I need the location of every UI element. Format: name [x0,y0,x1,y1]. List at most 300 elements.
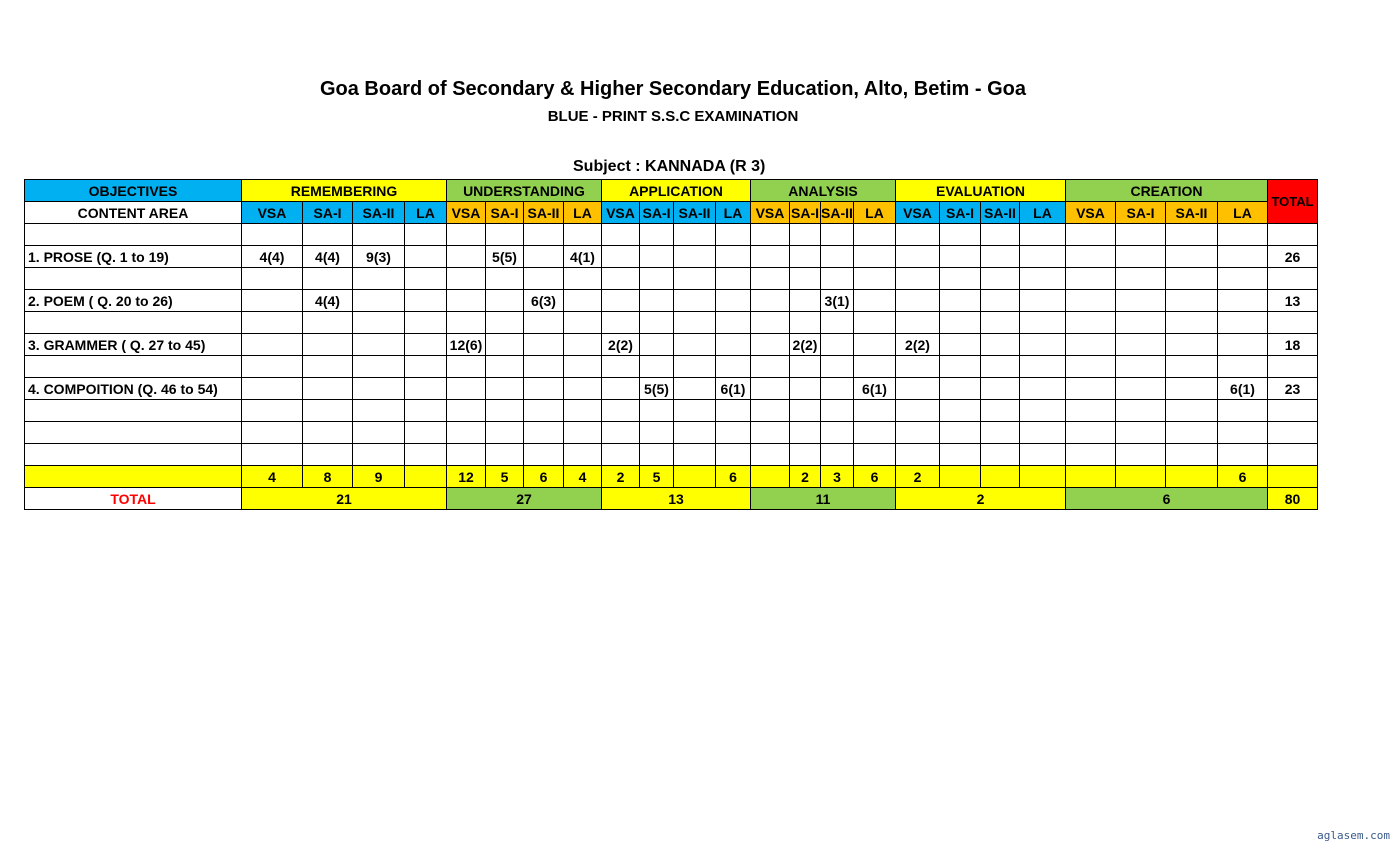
marks-cell [486,334,524,356]
marks-cell [405,444,447,466]
marks-cell [716,290,751,312]
marks-cell [1116,246,1166,268]
sum-cell: 4 [564,466,602,488]
marks-cell [981,378,1020,400]
marks-cell [751,290,790,312]
marks-cell [981,422,1020,444]
marks-cell [716,224,751,246]
marks-cell [447,400,486,422]
marks-cell [1166,334,1218,356]
marks-cell [1066,246,1116,268]
marks-cell [524,224,564,246]
subheader-sa-i: SA-I [790,202,821,224]
sum-cell: 4 [242,466,303,488]
marks-cell [821,378,854,400]
table-row [25,290,1318,312]
content-area-label: CONTENT AREA [25,202,242,224]
marks-cell [405,290,447,312]
row-total-cell [1268,356,1318,378]
content-area-cell: 4. COMPOITION (Q. 46 to 54) [25,378,242,400]
sum-cell: 2 [602,466,640,488]
marks-cell [854,356,896,378]
marks-cell [405,334,447,356]
sum-cell: 8 [303,466,353,488]
marks-cell [524,268,564,290]
marks-cell [353,356,405,378]
marks-cell [486,356,524,378]
subheader-sa-i: SA-I [940,202,981,224]
exam-title: BLUE - PRINT S.S.C EXAMINATION [547,108,799,125]
marks-cell [486,290,524,312]
marks-cell [524,378,564,400]
marks-cell [1218,290,1268,312]
marks-cell [524,356,564,378]
marks-cell [242,400,303,422]
marks-cell [1166,356,1218,378]
subheader-la: LA [854,202,896,224]
marks-cell: 6(1) [1218,378,1268,400]
objective-evaluation: EVALUATION [896,180,1066,202]
marks-cell [1066,356,1116,378]
marks-cell [896,378,940,400]
marks-cell [940,378,981,400]
sum-cell: 3 [821,466,854,488]
marks-cell [1066,312,1116,334]
marks-cell [1116,444,1166,466]
table-row [25,356,1318,378]
marks-cell [242,312,303,334]
marks-cell [751,334,790,356]
marks-cell [602,290,640,312]
marks-cell [447,246,486,268]
marks-cell [447,268,486,290]
content-area-cell [25,444,242,466]
marks-cell [981,444,1020,466]
marks-cell [353,422,405,444]
marks-cell [303,400,353,422]
marks-cell [940,356,981,378]
content-area-cell: 1. PROSE (Q. 1 to 19) [25,246,242,268]
table-row [25,422,1318,444]
marks-cell [1116,400,1166,422]
marks-cell [1020,290,1066,312]
marks-cell [854,246,896,268]
marks-cell [896,422,940,444]
marks-cell [447,290,486,312]
marks-cell [751,378,790,400]
objectives-header-row [25,180,1318,202]
objective-total-cell: 11 [751,488,896,510]
marks-cell [640,312,674,334]
table-row [25,378,1318,400]
marks-cell [524,422,564,444]
marks-cell [940,246,981,268]
marks-cell [242,444,303,466]
marks-cell [1166,290,1218,312]
row-total-cell: 23 [1268,378,1318,400]
marks-cell [674,422,716,444]
marks-cell [303,334,353,356]
blueprint-table [24,179,1318,510]
sum-cell: 2 [790,466,821,488]
marks-cell [1116,422,1166,444]
marks-cell [447,444,486,466]
marks-cell: 4(4) [303,246,353,268]
marks-cell [981,356,1020,378]
sum-cell [674,466,716,488]
marks-cell [1166,246,1218,268]
row-total-cell [1268,312,1318,334]
sum-total-cell [1268,466,1318,488]
grand-total-cell: 80 [1268,488,1318,510]
marks-cell [486,400,524,422]
marks-cell [716,400,751,422]
marks-cell [303,422,353,444]
objective-analysis: ANALYSIS [751,180,896,202]
marks-cell [821,334,854,356]
marks-cell [1218,268,1268,290]
marks-cell [564,422,602,444]
total-column-header: TOTAL [1268,180,1318,224]
subheader-la: LA [1218,202,1268,224]
marks-cell [447,378,486,400]
marks-cell [447,224,486,246]
marks-cell: 6(1) [854,378,896,400]
watermark-footer: aglasem.com [1317,829,1390,842]
row-total-cell [1268,268,1318,290]
marks-cell [353,400,405,422]
subheader-sa-ii: SA-II [981,202,1020,224]
marks-cell [790,422,821,444]
marks-cell [1066,422,1116,444]
objective-creation: CREATION [1066,180,1268,202]
marks-cell [716,444,751,466]
objective-total-cell: 27 [447,488,602,510]
marks-cell [896,400,940,422]
objective-total-cell: 2 [896,488,1066,510]
marks-cell [640,290,674,312]
marks-cell [1218,400,1268,422]
marks-cell [981,268,1020,290]
content-area-cell: 2. POEM ( Q. 20 to 26) [25,290,242,312]
sum-cell: 6 [716,466,751,488]
subheader-sa-i: SA-I [1116,202,1166,224]
marks-cell [353,290,405,312]
marks-cell [303,356,353,378]
marks-cell [303,312,353,334]
marks-cell [674,246,716,268]
marks-cell [353,444,405,466]
marks-cell [896,246,940,268]
marks-cell [602,312,640,334]
marks-cell [751,356,790,378]
marks-cell [564,378,602,400]
marks-cell [353,224,405,246]
objective-understanding: UNDERSTANDING [447,180,602,202]
table-row [25,444,1318,466]
content-area-cell [25,268,242,290]
marks-cell [602,246,640,268]
marks-cell [564,224,602,246]
marks-cell [716,334,751,356]
marks-cell [1218,312,1268,334]
subheader-vsa: VSA [1066,202,1116,224]
marks-cell [640,334,674,356]
marks-cell [981,334,1020,356]
marks-cell [751,400,790,422]
marks-cell [674,400,716,422]
marks-cell [640,246,674,268]
subheader-vsa: VSA [751,202,790,224]
marks-cell [751,268,790,290]
marks-cell [716,356,751,378]
marks-cell [854,444,896,466]
marks-cell [1020,312,1066,334]
marks-cell [405,246,447,268]
sum-cell: 5 [640,466,674,488]
marks-cell [854,312,896,334]
marks-cell [353,334,405,356]
marks-cell [242,290,303,312]
sum-cell: 12 [447,466,486,488]
marks-cell [486,422,524,444]
marks-cell [524,444,564,466]
sum-cell: 6 [1218,466,1268,488]
marks-cell [790,246,821,268]
marks-cell: 5(5) [640,378,674,400]
marks-cell [602,444,640,466]
marks-cell [1166,444,1218,466]
marks-cell [821,268,854,290]
marks-cell [1066,378,1116,400]
marks-cell [981,290,1020,312]
marks-cell [1218,246,1268,268]
content-area-cell [25,312,242,334]
content-area-cell [25,224,242,246]
marks-cell [1020,400,1066,422]
marks-cell [1116,334,1166,356]
sum-cell [940,466,981,488]
marks-cell [674,290,716,312]
marks-cell [1116,268,1166,290]
objective-total-cell: 13 [602,488,751,510]
marks-cell [640,422,674,444]
grand-total-row [25,488,1318,510]
marks-cell [242,422,303,444]
content-area-cell: 3. GRAMMER ( Q. 27 to 45) [25,334,242,356]
marks-cell [303,268,353,290]
marks-cell [981,246,1020,268]
marks-cell [1116,312,1166,334]
marks-cell [790,444,821,466]
marks-cell [1020,224,1066,246]
subheader-sa-ii: SA-II [821,202,854,224]
marks-cell [1166,312,1218,334]
marks-cell [1020,334,1066,356]
marks-cell [1218,334,1268,356]
marks-cell [1020,268,1066,290]
content-area-cell [25,400,242,422]
marks-cell [940,312,981,334]
marks-cell: 5(5) [486,246,524,268]
sum-cell: 9 [353,466,405,488]
marks-cell [405,378,447,400]
row-total-cell: 18 [1268,334,1318,356]
sum-cell [981,466,1020,488]
marks-cell [940,400,981,422]
table-row [25,400,1318,422]
marks-cell [940,444,981,466]
row-total-cell [1268,224,1318,246]
marks-cell [303,224,353,246]
marks-cell [602,268,640,290]
marks-cell [1166,268,1218,290]
marks-cell [1218,444,1268,466]
marks-cell [854,334,896,356]
marks-cell [447,356,486,378]
marks-cell: 2(2) [602,334,640,356]
marks-cell [716,246,751,268]
subheader-la: LA [405,202,447,224]
marks-cell [564,444,602,466]
marks-cell: 4(4) [303,290,353,312]
sum-cell [405,466,447,488]
marks-cell [940,268,981,290]
marks-cell [940,224,981,246]
subheader-row [25,202,1318,224]
marks-cell [821,356,854,378]
marks-cell [821,246,854,268]
content-area-cell [25,422,242,444]
subheader-vsa: VSA [447,202,486,224]
marks-cell [353,378,405,400]
marks-cell [303,378,353,400]
marks-cell [447,422,486,444]
objective-total-cell: 21 [242,488,447,510]
marks-cell [1020,356,1066,378]
marks-cell [242,334,303,356]
marks-cell [854,422,896,444]
marks-cell [751,224,790,246]
marks-cell [981,224,1020,246]
marks-cell [1066,268,1116,290]
marks-cell [674,268,716,290]
marks-cell [602,400,640,422]
marks-cell [1020,422,1066,444]
marks-cell [1066,400,1116,422]
total-row-label: TOTAL [25,488,242,510]
marks-cell [1166,422,1218,444]
marks-cell [486,268,524,290]
sum-row-label [25,466,242,488]
marks-cell [716,312,751,334]
marks-cell [524,400,564,422]
subheader-vsa: VSA [896,202,940,224]
marks-cell [821,224,854,246]
marks-cell [405,400,447,422]
marks-cell [1166,400,1218,422]
marks-cell [1020,378,1066,400]
marks-cell [602,356,640,378]
marks-cell [821,444,854,466]
marks-cell [940,334,981,356]
marks-cell: 2(2) [896,334,940,356]
marks-cell [242,224,303,246]
marks-cell [854,268,896,290]
marks-cell [353,312,405,334]
marks-cell: 12(6) [447,334,486,356]
subheader-sa-ii: SA-II [1166,202,1218,224]
subheader-la: LA [716,202,751,224]
subheader-vsa: VSA [242,202,303,224]
marks-cell [486,378,524,400]
marks-cell [640,356,674,378]
marks-cell [790,312,821,334]
marks-cell [790,378,821,400]
row-total-cell: 26 [1268,246,1318,268]
marks-cell [405,422,447,444]
marks-cell: 2(2) [790,334,821,356]
marks-cell [896,268,940,290]
marks-cell [821,400,854,422]
marks-cell [447,312,486,334]
marks-cell [751,422,790,444]
marks-cell [405,312,447,334]
marks-cell [896,444,940,466]
marks-cell [1166,224,1218,246]
objective-total-cell: 6 [1066,488,1268,510]
table-row [25,334,1318,356]
subheader-vsa: VSA [602,202,640,224]
subheader-sa-ii: SA-II [524,202,564,224]
sum-cell: 6 [524,466,564,488]
marks-cell [242,356,303,378]
marks-cell [486,224,524,246]
marks-cell [790,356,821,378]
sum-cell [1020,466,1066,488]
marks-cell [790,400,821,422]
marks-cell [486,312,524,334]
sum-cell: 5 [486,466,524,488]
marks-cell [564,290,602,312]
marks-cell [674,334,716,356]
marks-cell [640,268,674,290]
marks-cell [303,444,353,466]
marks-cell: 6(1) [716,378,751,400]
row-total-cell [1268,422,1318,444]
marks-cell [1218,224,1268,246]
marks-cell: 4(4) [242,246,303,268]
marks-cell [602,224,640,246]
marks-cell [1116,290,1166,312]
marks-cell [751,246,790,268]
marks-cell [405,224,447,246]
row-total-cell [1268,400,1318,422]
content-area-cell [25,356,242,378]
marks-cell [564,334,602,356]
marks-cell [405,356,447,378]
marks-cell [564,268,602,290]
marks-cell [674,312,716,334]
row-total-cell: 13 [1268,290,1318,312]
sum-cell: 6 [854,466,896,488]
subheader-sa-i: SA-I [640,202,674,224]
marks-cell [674,378,716,400]
marks-cell [486,444,524,466]
marks-cell [602,378,640,400]
marks-cell [790,290,821,312]
marks-cell [981,312,1020,334]
